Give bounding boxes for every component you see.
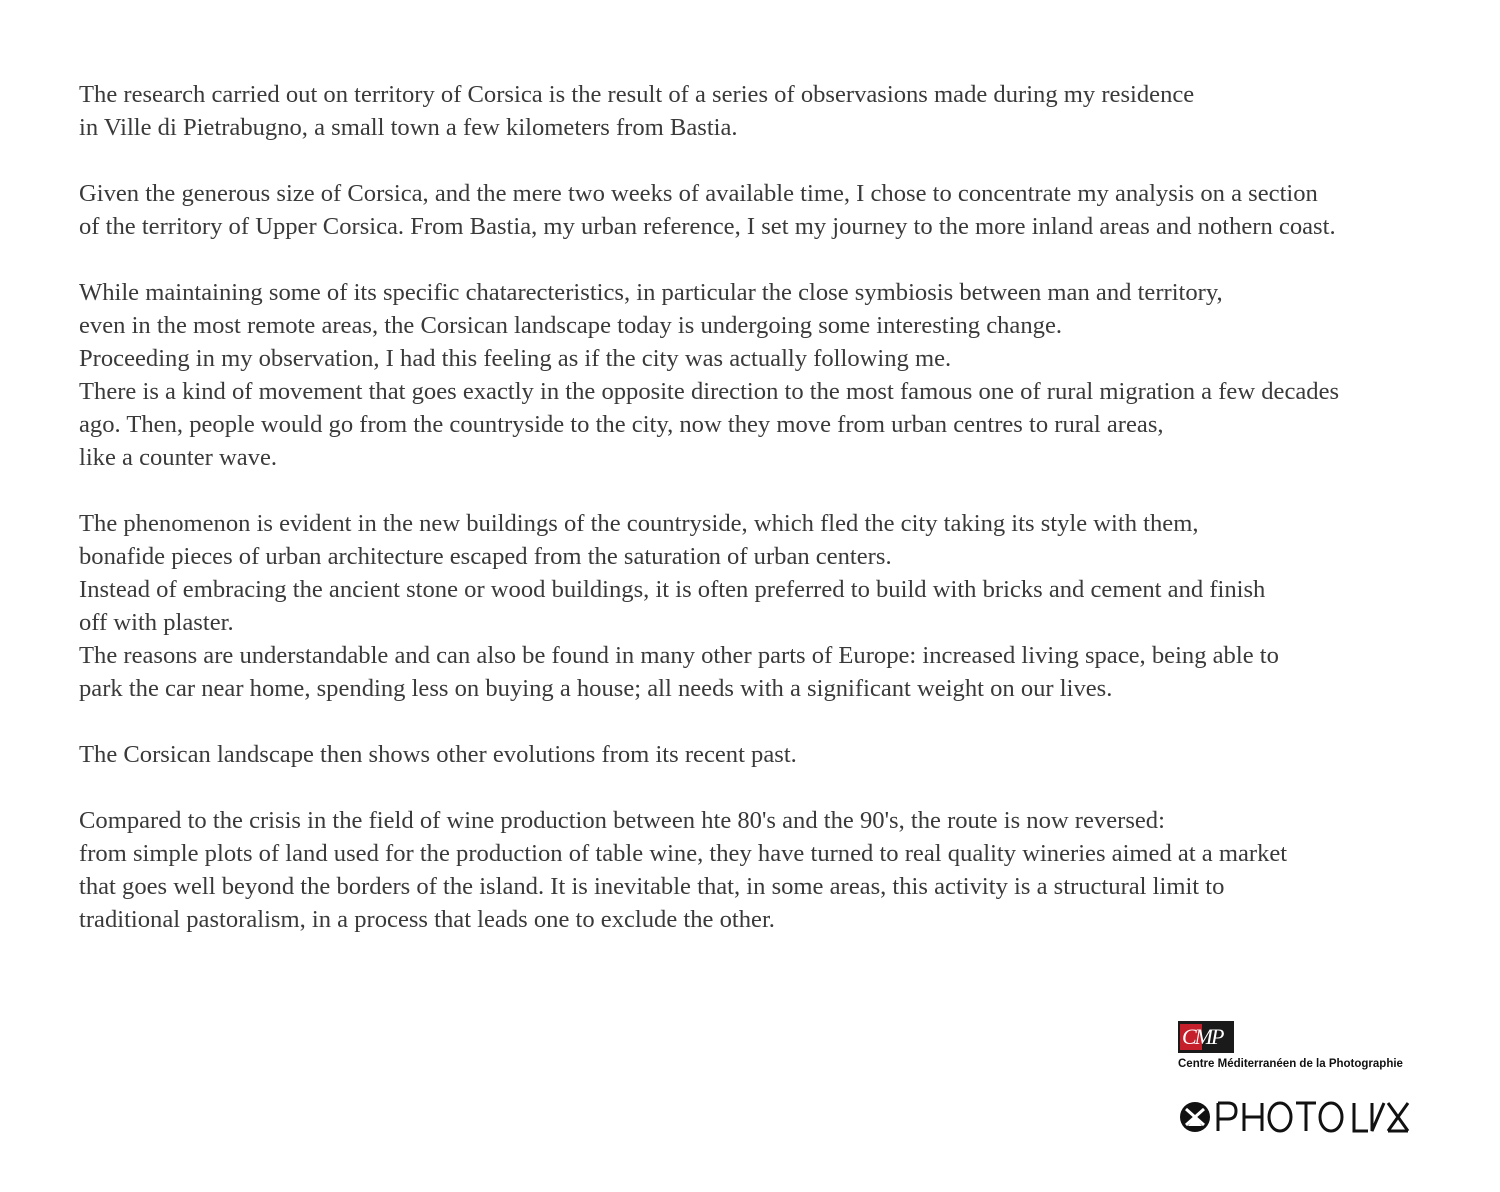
text-line: off with plaster. — [79, 609, 234, 636]
paragraph-3 — [79, 276, 1497, 474]
text-line: in Ville di Pietrabugno, a small town a few kilometers from Bastia. — [79, 114, 738, 141]
cmp-logo — [1178, 1021, 1234, 1053]
text-line: like a counter wave. — [79, 444, 278, 471]
text-line: ago. Then, people would go from the countryside to the city, now they move from urban centres to rural areas, — [79, 411, 1164, 438]
photolux-wordmark — [1178, 1100, 1410, 1134]
text-line: even in the most remote areas, the Corsican landscape today is undergoing some interesting change. — [79, 312, 1063, 339]
text-line: Given the generous size of Corsica, and the mere two weeks of available time, I chose to concentrate my analysis on a section — [79, 180, 1318, 207]
text-line: Proceeding in my observation, I had this feeling as if the city was actually following me. — [79, 345, 952, 372]
text-line: The research carried out on territory of Corsica is the result of a series of observasions made during my residence — [79, 81, 1195, 108]
text-line: that goes well beyond the borders of the island. It is inevitable that, in some areas, this activity is a structural limit to — [79, 873, 1225, 900]
text-line: The Corsican landscape then shows other evolutions from its recent past. — [79, 741, 797, 768]
document-body — [79, 78, 1497, 969]
text-line: While maintaining some of its specific chatarecteristics, in particular the close symbiosis between man and territory, — [79, 279, 1223, 306]
text-line: from simple plots of land used for the production of table wine, they have turned to real quality wineries aimed at a market — [79, 840, 1288, 867]
text-line: The phenomenon is evident in the new buildings of the countryside, which fled the city taking its style with them, — [79, 510, 1199, 537]
paragraph-4 — [79, 507, 1497, 705]
cmp-logo-text: CMP — [1182, 1024, 1223, 1049]
photolux-emblem-icon — [1180, 1102, 1210, 1132]
cmp-caption: Centre Méditerranéen de la Photographie — [1178, 1058, 1403, 1070]
text-line: traditional pastoralism, in a process that leads one to exclude the other. — [79, 906, 775, 933]
text-line: Instead of embracing the ancient stone or wood buildings, it is often preferred to build with bricks and cement and finish — [79, 576, 1266, 603]
text-line: bonafide pieces of urban architecture escaped from the saturation of urban centers. — [79, 543, 892, 570]
text-line: There is a kind of movement that goes exactly in the opposite direction to the most famous one of rural migration a few decades — [79, 378, 1340, 405]
paragraph-1 — [79, 78, 1497, 144]
sponsor-logos — [1178, 1021, 1478, 1141]
paragraph-5 — [79, 738, 1497, 771]
photolux-logo — [1178, 1100, 1410, 1134]
text-line: Compared to the crisis in the field of wine production between hte 80's and the 90's, the route is now reversed: — [79, 807, 1165, 834]
paragraph-6 — [79, 804, 1497, 936]
paragraph-2 — [79, 177, 1497, 243]
text-line: park the car near home, spending less on buying a house; all needs with a significant weight on our lives. — [79, 675, 1113, 702]
text-line: of the territory of Upper Corsica. From Bastia, my urban reference, I set my journey to the more inland areas and nothern coast. — [79, 213, 1336, 240]
text-line: The reasons are understandable and can also be found in many other parts of Europe: increased living space, being able to — [79, 642, 1279, 669]
